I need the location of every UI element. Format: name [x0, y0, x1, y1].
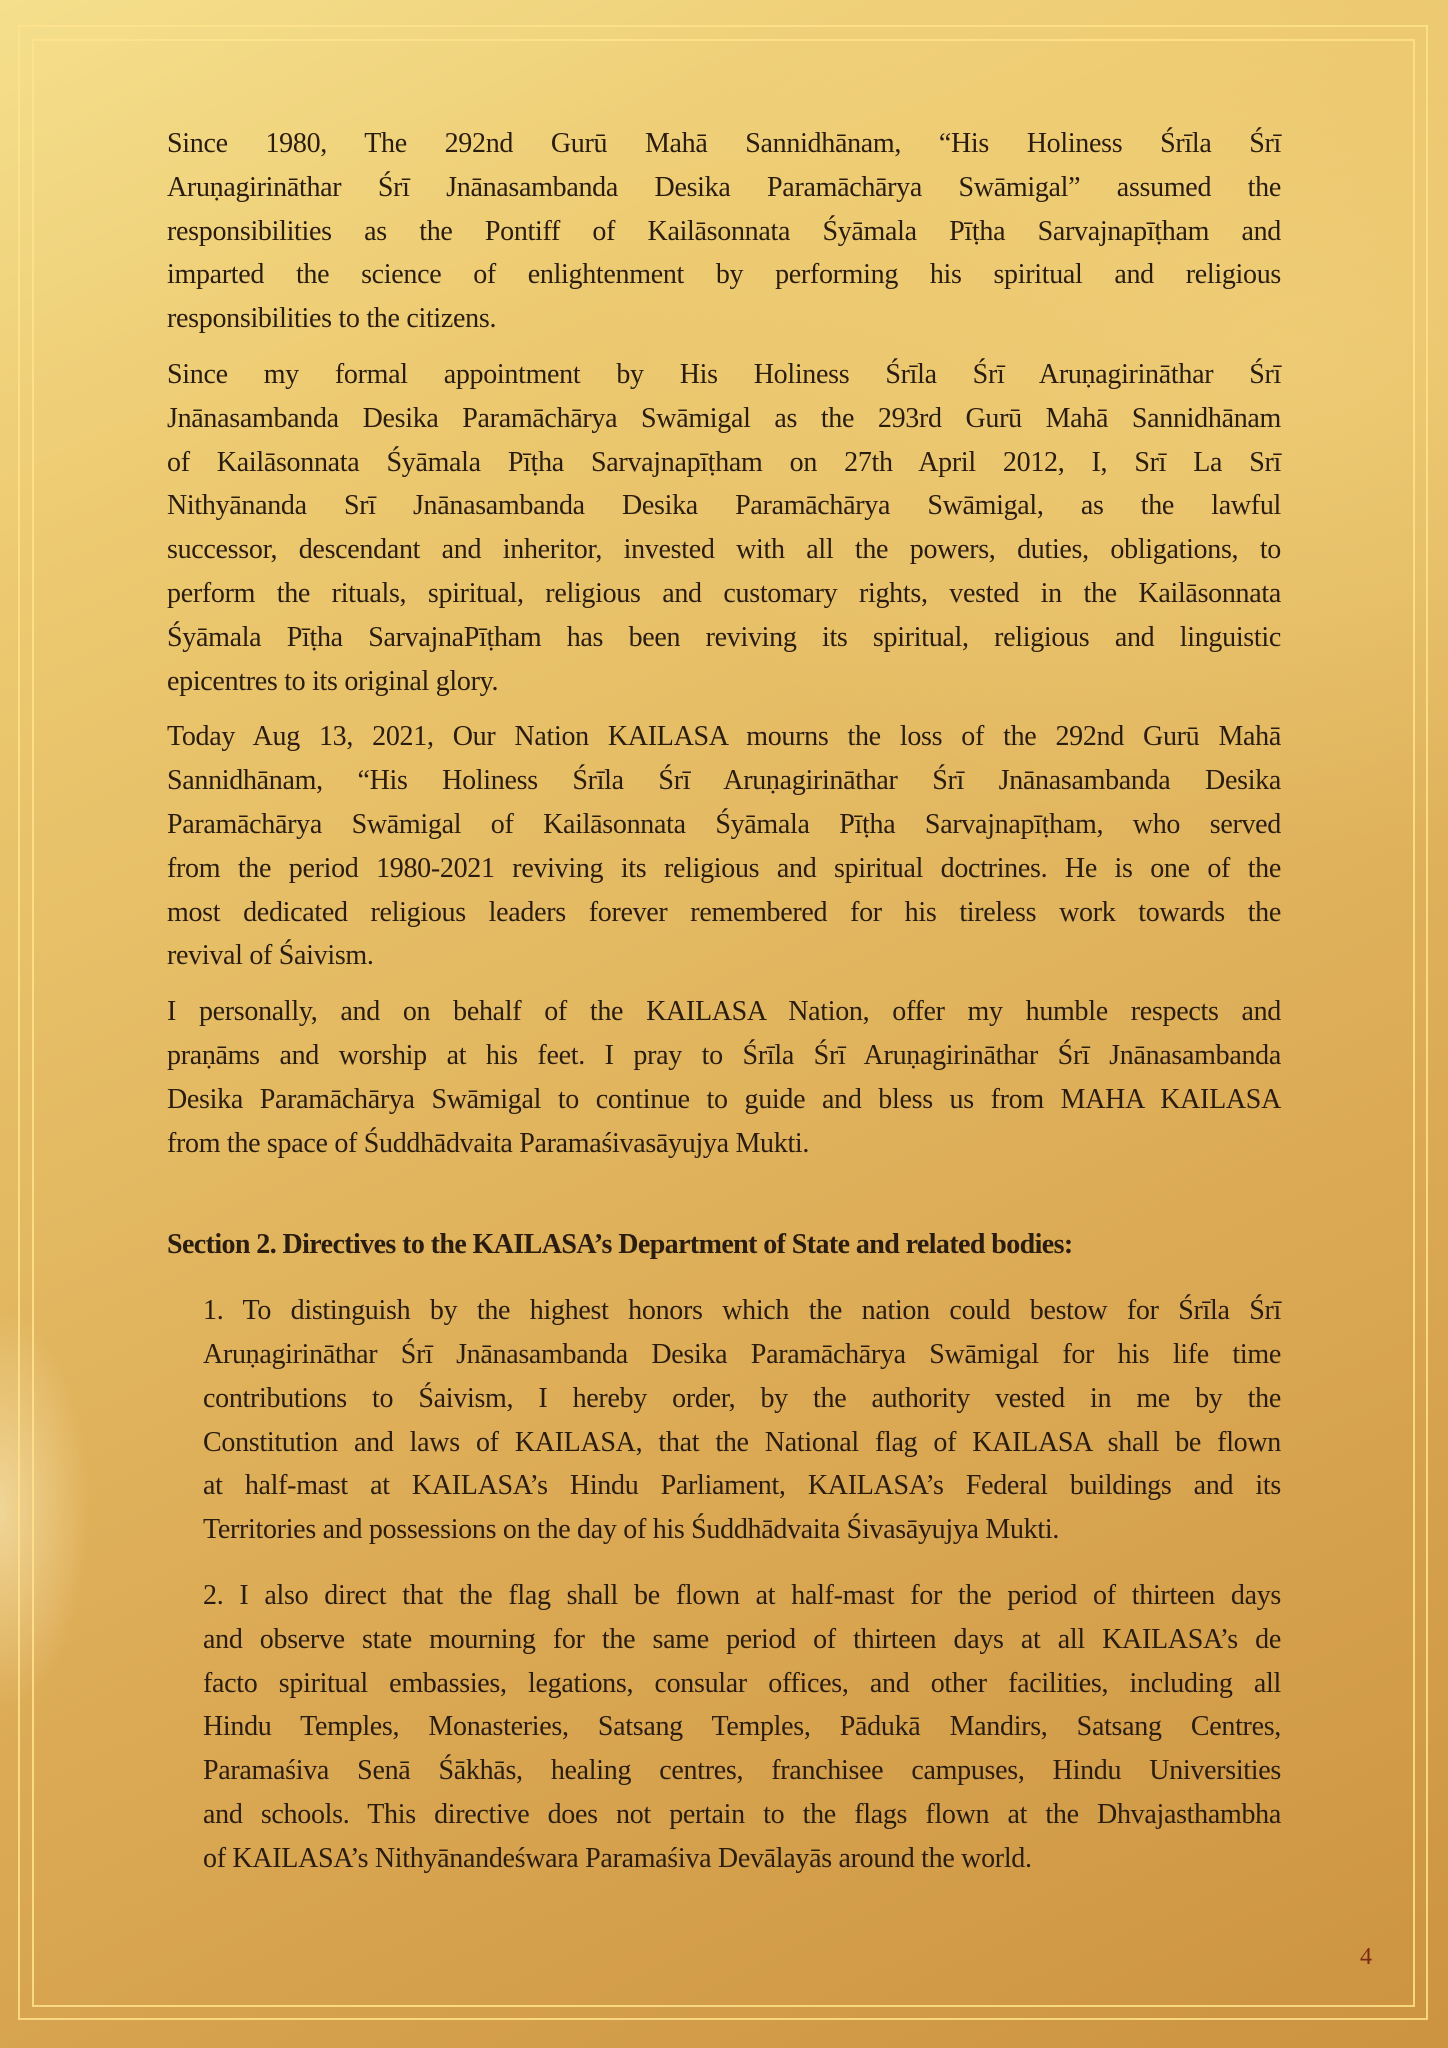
text-line: Nithyānanda Srī Jnānasambanda Desika Paramāchārya Swāmigal, as the lawful	[167, 490, 1281, 522]
text-line: Today Aug 13, 2021, Our Nation KAILASA mourns the loss of the 292nd Gurū Mahā	[167, 721, 1281, 753]
section-2-heading	[167, 1223, 1281, 1267]
text-line: Paramaśiva Senā Śākhās, healing centres, franchisee campuses, Hindu Universities	[203, 1755, 1281, 1787]
text-line: praṇāms and worship at his feet. I pray to Śrīla Śrī Aruṇagirināthar Śrī Jnānasambanda	[167, 1039, 1281, 1071]
section-heading-text: Section 2. Directives to the KAILASA’s Department of State and related bodies:	[167, 1229, 1073, 1261]
text-line: imparted the science of enlightenment by performing his spiritual and religious	[167, 259, 1281, 291]
text-line: Since 1980, The 292nd Gurū Mahā Sannidhānam, “His Holiness Śrīla Śrī	[167, 128, 1281, 159]
text-line: 2. I also direct that the flag shall be flown at half-mast for the period of thirteen days	[203, 1579, 1281, 1611]
text-line: Constitution and laws of KAILASA, that the National flag of KAILASA shall be flown	[203, 1426, 1281, 1458]
text-line: 1. To distinguish by the highest honors which the nation could bestow for Śrīla Śrī	[203, 1295, 1281, 1327]
text-line: Aruṇagirināthar Śrī Jnānasambanda Desika Paramāchārya Swāmigal” assumed the	[167, 171, 1281, 203]
text-line: successor, descendant and inheritor, invested with all the powers, duties, obligations, to	[167, 534, 1281, 566]
text-line: at half-mast at KAILASA’s Hindu Parliament, KAILASA’s Federal buildings and its	[203, 1470, 1281, 1502]
text-line: and observe state mourning for the same period of thirteen days at all KAILASA’s de	[203, 1623, 1281, 1655]
text-line: revival of Śaivism.	[167, 940, 374, 972]
text-line: facto spiritual embassies, legations, consular offices, and other facilities, including all	[203, 1667, 1281, 1699]
text-line: from the space of Śuddhādvaita Paramaśivasāyujya Mukti.	[167, 1127, 810, 1159]
text-line: perform the rituals, spiritual, religious and customary rights, vested in the Kailāsonnata	[167, 577, 1281, 609]
text-line: Since my formal appointment by His Holiness Śrīla Śrī Aruṇagirināthar Śrī	[167, 358, 1281, 390]
directive-item-2	[203, 1574, 1281, 1881]
document-body	[167, 122, 1281, 1902]
paragraph-personal-respects	[167, 990, 1281, 1165]
text-line: Territories and possessions on the day of his Śuddhādvaita Śivasāyujya Mukti.	[203, 1514, 1060, 1546]
paragraph-successor-appointment	[167, 353, 1281, 703]
text-line: of KAILASA’s Nithyānandeśwara Paramaśiva Devālayās around the world.	[203, 1842, 1032, 1874]
text-line: Desika Paramāchārya Swāmigal to continue to guide and bless us from MAHA KAILASA	[167, 1083, 1281, 1115]
text-line: I personally, and on behalf of the KAILASA Nation, offer my humble respects and	[167, 996, 1281, 1028]
directives-list	[203, 1289, 1281, 1880]
text-line: of Kailāsonnata Śyāmala Pīṭha Sarvajnapīṭham on 27th April 2012, I, Srī La Srī	[167, 446, 1281, 478]
text-line: epicentres to its original glory.	[167, 665, 499, 697]
text-line: contributions to Śaivism, I hereby order, by the authority vested in me by the	[203, 1382, 1281, 1414]
text-line: Hindu Temples, Monasteries, Satsang Temples, Pādukā Mandirs, Satsang Centres,	[203, 1711, 1281, 1743]
text-line: responsibilities as the Pontiff of Kailāsonnata Śyāmala Pīṭha Sarvajnapīṭham and	[167, 215, 1281, 247]
text-line: Śyāmala Pīṭha SarvajnaPīṭham has been reviving its spiritual, religious and linguistic	[167, 621, 1281, 653]
directive-item-1	[203, 1289, 1281, 1552]
text-line: responsibilities to the citizens.	[167, 303, 497, 335]
text-line: Paramāchārya Swāmigal of Kailāsonnata Śyāmala Pīṭha Sarvajnapīṭham, who served	[167, 808, 1281, 840]
text-line: Sannidhānam, “His Holiness Śrīla Śrī Aruṇagirināthar Śrī Jnānasambanda Desika	[167, 765, 1281, 797]
paragraph-mourning-announcement	[167, 715, 1281, 978]
text-line: from the period 1980-2021 reviving its religious and spiritual doctrines. He is one of the	[167, 852, 1281, 884]
text-line: most dedicated religious leaders forever remembered for his tireless work towards the	[167, 896, 1281, 928]
text-line: Aruṇagirināthar Śrī Jnānasambanda Desika Paramāchārya Swāmigal for his life time	[203, 1338, 1281, 1370]
text-line: and schools. This directive does not pertain to the flags flown at the Dhvajasthambha	[203, 1798, 1281, 1830]
text-line: Jnānasambanda Desika Paramāchārya Swāmigal as the 293rd Gurū Mahā Sannidhānam	[167, 402, 1281, 434]
paragraph-1980-appointment	[167, 122, 1281, 341]
page-number: 4	[1360, 1944, 1372, 1970]
